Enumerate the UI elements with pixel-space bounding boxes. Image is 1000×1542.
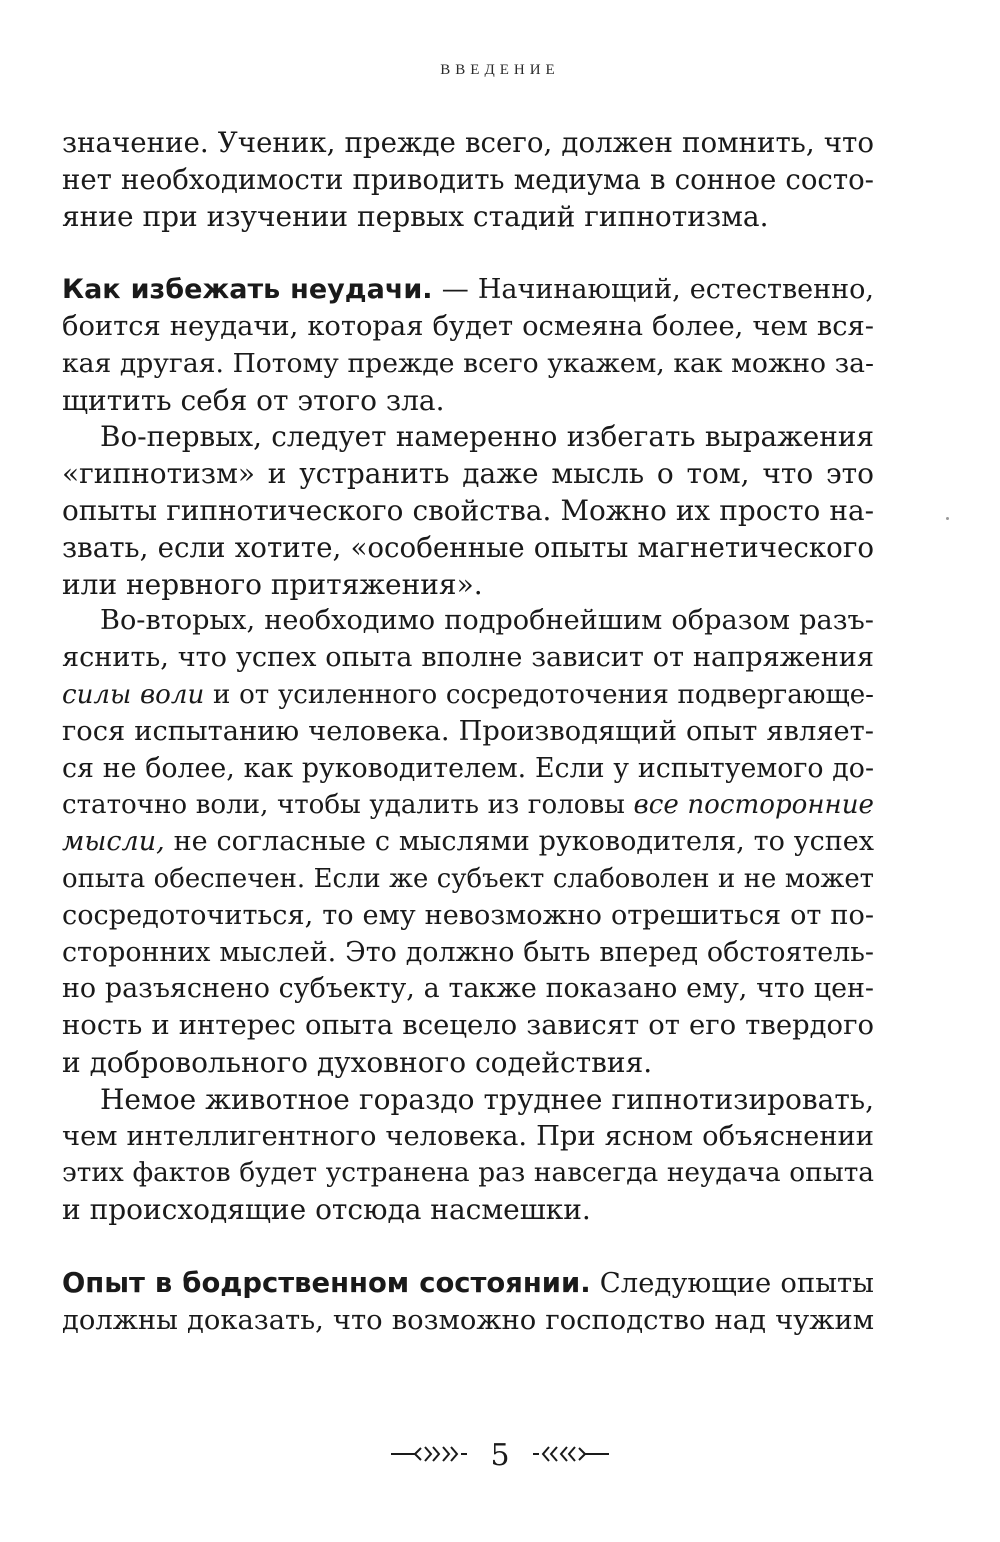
text-line: или нервного притяжения». (62, 567, 483, 601)
page-number: 5 (490, 1437, 510, 1473)
text-line: этих фактов будет устранена раз навсегда неудача опыта (62, 1158, 874, 1189)
scan-speck (946, 517, 949, 520)
text-run: не согласные с мыслями руководителя, то успех (164, 826, 874, 858)
text-line: ность и интерес опыта всецело зависят от его твердого (62, 1010, 874, 1042)
paragraph-gap (62, 235, 874, 272)
text-line: яние при изучении первых стадий гипнотизма. (62, 199, 769, 233)
text-line: опыта обеспечен. Если же субъект слабоволен и не может (62, 863, 874, 894)
text-line: Немое животное гораздо труднее гипнотизировать, (100, 1082, 874, 1116)
text-line: значение. Ученик, прежде всего, должен помнить, что (62, 126, 874, 159)
italic-run: мысли, (62, 826, 165, 858)
text-line: звать, если хотите, «особенные опыты магнетического (62, 530, 874, 564)
text-line: сосредоточиться, то ему невозможно отрешиться от по- (62, 899, 874, 931)
text-line: сторонних мыслей. Это должно быть вперед обстоятель- (62, 936, 874, 968)
text-line: и добровольного духовного содействия. (62, 1045, 653, 1079)
text-line (62, 677, 874, 714)
text-line: кая другая. Потому прежде всего укажем, как можно за- (62, 347, 874, 379)
text-line (62, 824, 874, 861)
italic-run: силы воли (62, 679, 205, 710)
text-line: и происходящие отсюда насмешки. (62, 1193, 591, 1227)
text-line: Во-первых, следует намеренно избегать выражения (100, 420, 874, 454)
text-line (62, 787, 874, 824)
italic-run: все посторонние (633, 790, 874, 821)
running-head: ВВЕДЕНИЕ (440, 62, 560, 78)
text-line: щитить себя от этого зла. (62, 383, 445, 417)
text-line: опыты гипнотического свойства. Можно их просто на- (62, 493, 874, 527)
text-line: ся не более, как руководителем. Если у испытуемого до- (62, 752, 874, 784)
text-line: нет необходимости приводить медиума в сонное состо- (62, 163, 874, 196)
text-line: «гипнотизм» и устранить даже мысль о том, что это (62, 457, 874, 491)
text-line: но разъяснено субъекту, а также показано ему, что цен- (62, 973, 874, 1005)
body-text (62, 125, 874, 1339)
folio (0, 1436, 1000, 1473)
text-run: Следующие опыты (590, 1267, 874, 1299)
ornament-left-icon (389, 1438, 469, 1473)
text-line: боится неудачи, которая будет осмеяна более, чем вся- (62, 310, 874, 342)
text-run: и от усиленного сосредоточения подвергающе- (204, 679, 875, 710)
section-heading: Как избежать неудачи. (62, 274, 433, 306)
paragraph-gap (62, 1229, 874, 1266)
text-line (62, 1266, 874, 1303)
ornament-right-icon (531, 1438, 611, 1473)
text-line: Во-вторых, необходимо подробнейшим образом разъ- (100, 605, 874, 637)
section-heading: Опыт в бодрственном состоянии. (62, 1267, 591, 1299)
text-line: чем интеллигентного человека. При ясном объяснении (62, 1120, 874, 1152)
text-line (62, 272, 874, 309)
text-line: яснить, что успех опыта вполне зависит от напряжения (62, 642, 874, 674)
text-run: — Начинающий, естественно, (432, 274, 875, 306)
text-line: гося испытанию человека. Производящий опыт являет- (62, 715, 874, 747)
text-run: статочно воли, чтобы удалить из головы (62, 790, 634, 821)
text-line: должны доказать, что возможно господство над чужим (62, 1304, 874, 1336)
